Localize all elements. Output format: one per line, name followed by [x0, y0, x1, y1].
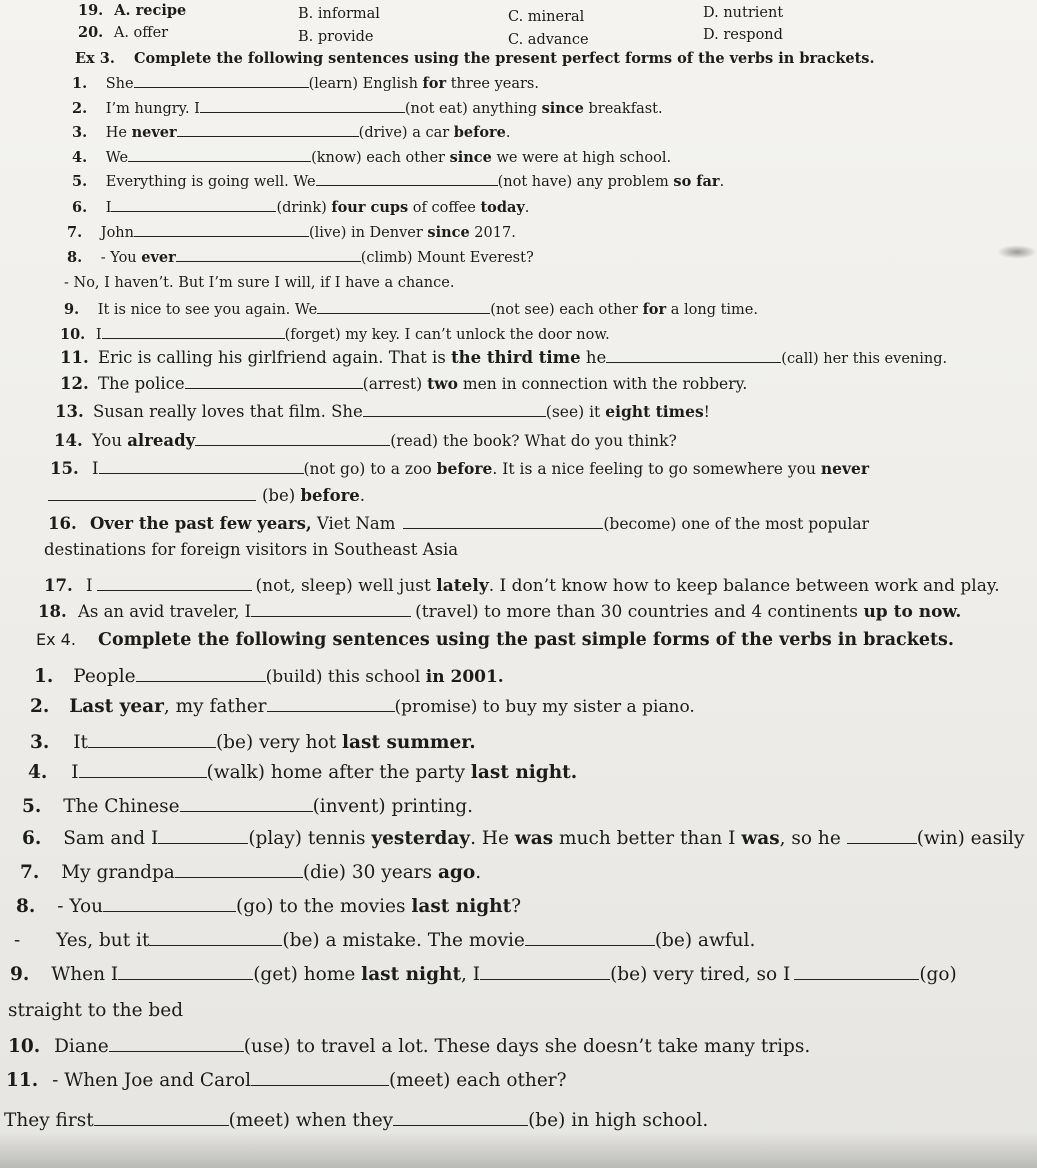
item-text: When I: [51, 964, 119, 985]
answer-blank[interactable]: [267, 710, 395, 712]
item-text: (not go) to a zoo: [303, 460, 437, 478]
answer-blank[interactable]: [48, 499, 256, 501]
answer-blank[interactable]: [134, 235, 309, 237]
ex3-item-7: [67, 224, 516, 241]
item-number: 14.: [54, 431, 83, 450]
item-text: (be) very tired, so I: [610, 964, 791, 985]
item-number: 10.: [8, 1036, 41, 1057]
item-text: (know) each other: [311, 150, 450, 166]
ex3-item-15: [50, 459, 869, 478]
item-text: . I don’t know how to keep balance between work and play.: [488, 576, 1000, 596]
item-text: You: [91, 431, 128, 450]
item-text: Susan really loves that film. She: [92, 402, 363, 421]
answer-blank[interactable]: [103, 910, 236, 912]
ex3-item-11: [60, 348, 947, 367]
keyword: in 2001.: [425, 667, 504, 687]
answer-blank[interactable]: [94, 1124, 229, 1126]
answer-blank[interactable]: [847, 842, 917, 844]
item-text: I’m hungry. I: [105, 101, 200, 117]
answer-blank[interactable]: [525, 944, 655, 946]
item-text: (become) one of the most popular: [603, 515, 870, 533]
keyword: yesterday: [371, 828, 471, 849]
answer-blank[interactable]: [97, 589, 252, 591]
item-text: ?: [511, 896, 522, 917]
option-b: B. provide: [298, 29, 374, 45]
answer-blank[interactable]: [200, 111, 405, 113]
item-text: Yes, but it: [56, 930, 150, 951]
keyword: never: [820, 459, 870, 478]
ex3-item-16-continuation: destinations for foreign visitors in Southeast Asia: [44, 540, 459, 559]
item-text: (drive) a car: [358, 125, 454, 141]
item-number: 17.: [44, 576, 73, 595]
ex4-item-9: [10, 964, 957, 985]
item-text: (be): [262, 486, 301, 505]
item-number: 1.: [34, 666, 54, 687]
item-text: 2017.: [469, 225, 516, 241]
answer-blank[interactable]: [393, 1124, 528, 1126]
ex3-item-12: [60, 374, 747, 393]
ex4-item-2: [30, 696, 695, 717]
item-text: Diane: [54, 1036, 109, 1057]
ex4-item-8-response: [14, 930, 755, 951]
item-text: - You: [100, 250, 142, 266]
keyword: for: [642, 301, 667, 318]
item-number: 11.: [6, 1070, 39, 1091]
item-text: (learn) English: [308, 76, 423, 92]
answer-blank[interactable]: [128, 160, 311, 162]
option-a: A. recipe: [114, 2, 187, 19]
item-text: .: [505, 125, 511, 141]
item-text: . It is a nice feeling to go somewhere you: [492, 460, 821, 478]
item-number: 13.: [55, 402, 84, 421]
answer-blank[interactable]: [111, 210, 276, 212]
keyword: never: [131, 124, 177, 141]
item-text: .: [359, 486, 366, 505]
item-text: much better than I: [553, 828, 742, 849]
answer-blank[interactable]: [118, 978, 253, 980]
ex4-item-4: [28, 762, 577, 783]
keyword: four cups: [331, 199, 409, 216]
item-text: (build) this school: [265, 667, 426, 687]
item-number: 2.: [30, 696, 50, 717]
keyword: since: [541, 100, 584, 117]
ex3-item-8-response: - No, I haven’t. But I’m sure I will, if I have a chance.: [64, 275, 455, 291]
keyword: before: [300, 486, 360, 505]
item-number: 8.: [16, 896, 36, 917]
item-number: 8.: [67, 249, 83, 266]
item-text: (read) the book? What do you think?: [390, 432, 677, 450]
answer-blank[interactable]: [177, 135, 359, 137]
option-c: C. mineral: [508, 9, 585, 25]
item-text: - You: [57, 896, 104, 917]
item-text: he: [580, 348, 607, 367]
answer-blank[interactable]: [99, 472, 304, 474]
ex4-item-6: [22, 828, 1024, 849]
item-text: (use) to travel a lot. These days she doesn’t take many trips.: [243, 1036, 811, 1057]
item-text: Eric is calling his girlfriend again. That is: [97, 348, 452, 367]
keyword: before: [453, 124, 506, 141]
ex3-item-16: [48, 514, 869, 533]
option-b: B. informal: [298, 6, 380, 22]
item-text: The Chinese: [63, 796, 180, 817]
keyword: before: [436, 459, 493, 478]
keyword: up to now.: [863, 602, 962, 622]
answer-blank[interactable]: [195, 444, 390, 446]
dash: -: [14, 930, 21, 951]
item-text: I: [71, 762, 79, 783]
item-text: I: [91, 459, 99, 478]
ex4-item-5: [22, 796, 473, 817]
ex4-item-8: [16, 896, 521, 917]
option-number: 20.: [78, 24, 104, 41]
ex3-instruction: Complete the following sentences using the present perfect forms of the verbs in brackets.: [133, 50, 875, 67]
answer-blank[interactable]: [134, 86, 309, 88]
item-text: (promise) to buy my sister a piano.: [394, 697, 695, 717]
keyword: last summer.: [342, 732, 476, 753]
ex3-item-3: [72, 124, 511, 141]
keyword: last night: [361, 964, 461, 985]
answer-blank[interactable]: [102, 337, 285, 339]
answer-blank[interactable]: [403, 527, 603, 529]
item-text: (arrest): [362, 375, 428, 393]
ex3-item-10: [60, 326, 610, 343]
ex4-item-3: [30, 732, 476, 753]
ex3-item-8: [67, 249, 534, 266]
item-number: 9.: [10, 964, 30, 985]
item-text: (not eat) anything: [404, 101, 542, 117]
ex4-label: Ex 4.: [36, 630, 76, 649]
item-number: 2.: [72, 100, 88, 117]
keyword: ago: [437, 862, 476, 883]
item-text: Viet Nam: [311, 514, 396, 533]
item-text: (go) to the movies: [236, 896, 412, 917]
item-text: He: [105, 125, 132, 141]
item-text: (not see) each other: [490, 302, 643, 318]
ex4-item-10: [8, 1036, 810, 1057]
ex3-heading: [75, 50, 875, 67]
item-text: (not have) any problem: [497, 174, 674, 190]
option-row-20: [78, 24, 168, 41]
item-text: It: [73, 732, 88, 753]
item-text: I: [95, 327, 102, 343]
keyword: for: [422, 75, 447, 92]
item-text: (see) it: [545, 403, 606, 421]
item-text: She: [105, 76, 134, 92]
keyword: since: [427, 224, 470, 241]
ex4-item-11-continuation: [4, 1110, 708, 1131]
answer-blank[interactable]: [363, 415, 546, 417]
item-text: (live) in Denver: [308, 225, 428, 241]
ex3-item-18: [38, 602, 961, 622]
item-number: 6.: [72, 199, 88, 216]
keyword: eight times: [605, 402, 704, 421]
item-text: men in connection with the robbery.: [457, 375, 748, 393]
item-number: 9.: [64, 301, 80, 318]
item-number: 18.: [38, 602, 67, 621]
item-text: (die) 30 years: [302, 862, 438, 883]
item-text: (walk) home after the party: [206, 762, 471, 783]
keyword: last night: [411, 896, 512, 917]
item-text: breakfast.: [583, 101, 663, 117]
item-text: , I: [461, 964, 481, 985]
item-number: 1.: [72, 75, 88, 92]
item-number: 11.: [60, 348, 89, 367]
answer-blank[interactable]: [88, 746, 216, 748]
ex3-item-6: [72, 199, 529, 216]
answer-blank[interactable]: [606, 361, 781, 363]
answer-blank[interactable]: [251, 1084, 389, 1086]
ex3-item-13: [55, 402, 710, 421]
item-text: - When Joe and Carol: [52, 1070, 252, 1091]
item-number: 4.: [72, 149, 88, 166]
option-d: D. respond: [703, 27, 783, 43]
answer-blank[interactable]: [317, 312, 490, 314]
answer-blank[interactable]: [176, 260, 361, 262]
item-text: (climb) Mount Everest?: [360, 250, 534, 266]
item-text: (win) easily: [916, 828, 1025, 849]
answer-blank[interactable]: [794, 978, 919, 980]
option-a: A. offer: [113, 25, 169, 41]
item-text: They first: [4, 1110, 94, 1131]
item-number: 7.: [67, 224, 83, 241]
ex4-instruction: Complete the following sentences using the past simple forms of the verbs in brackets.: [98, 630, 954, 650]
page-bottom-edge: [0, 1132, 1037, 1168]
answer-blank[interactable]: [79, 776, 207, 778]
item-text: .: [475, 862, 482, 883]
item-text: People: [73, 666, 136, 687]
item-number: 6.: [22, 828, 42, 849]
ex4-item-9-continuation: straight to the bed: [8, 1000, 184, 1021]
ex3-label: Ex 3.: [75, 50, 115, 67]
keyword: was: [741, 828, 780, 849]
option-c: C. advance: [508, 32, 589, 48]
item-text: (travel) to more than 30 countries and 4 continents: [415, 602, 864, 622]
item-text: We: [105, 150, 129, 166]
item-text: (not, sleep) well just: [255, 576, 437, 596]
item-text: , my father: [163, 696, 267, 717]
page-smudge: [997, 245, 1037, 259]
keyword: last night.: [470, 762, 578, 783]
item-text: three years.: [446, 76, 539, 92]
item-number: 3.: [30, 732, 50, 753]
item-text: , so he: [779, 828, 847, 849]
item-text: we were at high school.: [491, 150, 672, 166]
keyword: Over the past few years,: [89, 514, 312, 533]
item-text: As an avid traveler, I: [77, 602, 252, 621]
answer-blank[interactable]: [149, 944, 282, 946]
item-text: !: [703, 403, 710, 421]
item-text: of coffee: [408, 200, 481, 216]
item-text: .: [524, 200, 530, 216]
item-text: (meet) each other?: [389, 1070, 567, 1091]
keyword: was: [514, 828, 554, 849]
answer-blank[interactable]: [136, 680, 266, 682]
item-number: 5.: [22, 796, 42, 817]
keyword: ever: [141, 249, 176, 266]
answer-blank[interactable]: [480, 978, 610, 980]
option-row-19: [78, 2, 186, 19]
item-text: I: [105, 200, 112, 216]
item-text: (forget) my key. I can’t unlock the door now.: [284, 327, 610, 343]
item-text: (be) in high school.: [528, 1110, 709, 1131]
ex3-item-4: [72, 149, 671, 166]
item-number: 7.: [20, 862, 40, 883]
ex3-item-9: [64, 301, 758, 318]
answer-blank[interactable]: [185, 387, 363, 389]
item-text: (meet) when they: [228, 1110, 394, 1131]
item-text: Sam and I: [63, 828, 159, 849]
ex4-heading: [36, 630, 954, 650]
item-text: (be) a mistake. The movie: [282, 930, 525, 951]
ex4-item-11: [6, 1070, 567, 1091]
keyword: already: [127, 431, 196, 450]
item-number: 10.: [60, 326, 86, 343]
item-text: The police: [97, 374, 185, 393]
keyword: the third time: [451, 348, 581, 367]
ex3-item-1: [72, 75, 539, 92]
item-text: (play) tennis: [248, 828, 372, 849]
item-number: 3.: [72, 124, 88, 141]
ex4-item-1: [34, 666, 504, 687]
keyword: Last year: [69, 696, 164, 717]
item-text: .: [719, 174, 725, 190]
item-text: (go): [919, 964, 957, 985]
answer-blank[interactable]: [251, 615, 411, 617]
answer-blank[interactable]: [109, 1050, 244, 1052]
item-text: a long time.: [666, 302, 758, 318]
ex3-item-17: [44, 576, 1000, 596]
keyword: today: [480, 199, 525, 216]
answer-blank[interactable]: [180, 810, 313, 812]
item-text: John: [100, 225, 134, 241]
keyword: lately: [436, 576, 489, 596]
item-number: 5.: [72, 173, 88, 190]
item-text: (drink): [276, 200, 332, 216]
item-text: (invent) printing.: [312, 796, 473, 817]
item-text: (be) very hot: [215, 732, 343, 753]
answer-blank[interactable]: [175, 876, 303, 878]
option-d: D. nutrient: [703, 5, 784, 21]
item-text: (get) home: [253, 964, 362, 985]
item-text: I: [85, 576, 93, 595]
option-number: 19.: [78, 2, 104, 19]
keyword: so far: [673, 173, 720, 190]
keyword: two: [427, 374, 458, 393]
item-text: (call) her this evening.: [781, 351, 948, 367]
item-text: . He: [470, 828, 515, 849]
item-number: 12.: [60, 374, 89, 393]
item-text: Everything is going well. We: [105, 174, 316, 190]
item-text: It is nice to see you again. We: [97, 302, 318, 318]
ex3-item-15-continuation: [48, 486, 365, 505]
ex3-item-5: [72, 173, 724, 190]
ex4-item-7: [20, 862, 481, 883]
keyword: since: [449, 149, 492, 166]
item-number: 16.: [48, 514, 77, 533]
item-text: My grandpa: [61, 862, 175, 883]
item-text: (be) awful.: [654, 930, 756, 951]
answer-blank[interactable]: [316, 184, 498, 186]
item-number: 15.: [50, 459, 79, 478]
item-number: 4.: [28, 762, 48, 783]
ex3-item-14: [54, 431, 677, 450]
answer-blank[interactable]: [158, 842, 248, 844]
ex3-item-2: [72, 100, 663, 117]
